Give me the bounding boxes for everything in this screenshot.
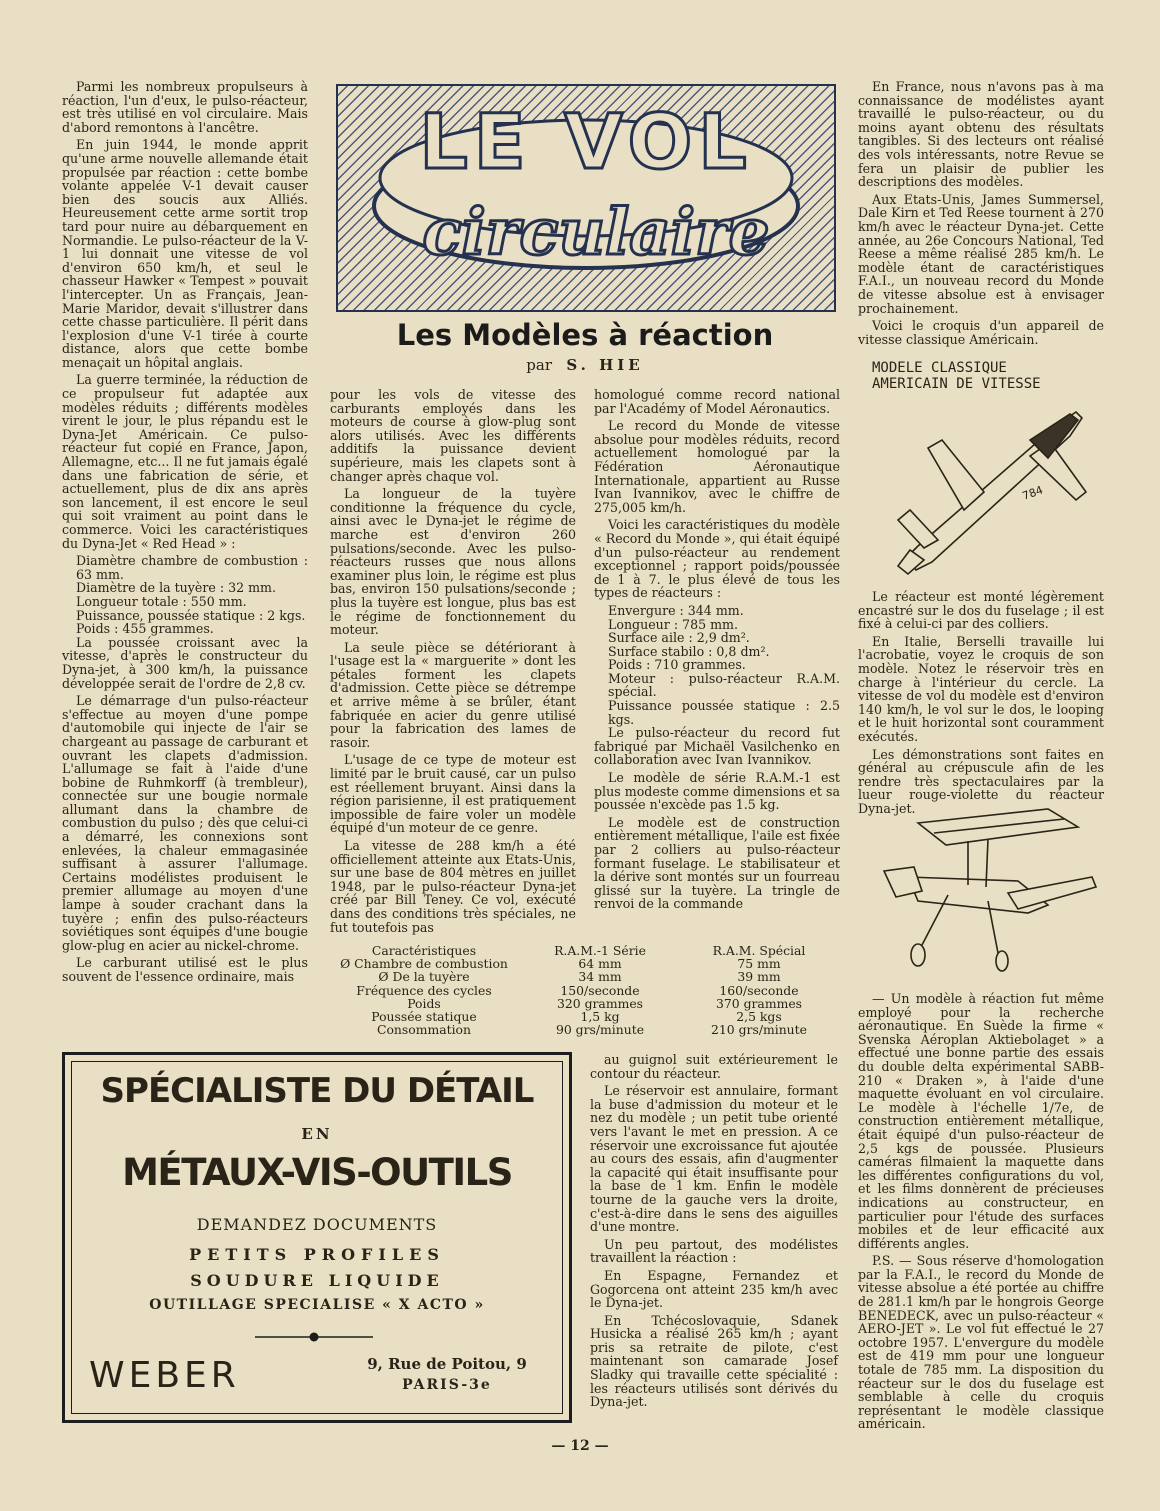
speed-model-plane-icon	[880, 400, 1100, 580]
table-cell: Poussée statique	[371, 1009, 477, 1025]
paragraph: Voici les caractéristiques du modèle « Record du Monde », qui était équipé d'un pulso-réacteur au rendement exceptionnel ; rapport poids/poussée de 1 à 7. le plus élevé de tous les types de réacteurs :	[594, 517, 840, 601]
table-cell: Consommation	[376, 1022, 471, 1038]
weber-advertisement	[62, 1052, 572, 1423]
table-cell: 75 mm	[737, 956, 781, 972]
paragraph: La poussée croissant avec la vitesse, d'après le constructeur du Dyna-jet, à 300 km/h, la puissance développée serait de l'ordre de 2,8 cv.	[62, 634, 308, 691]
spec-line: Puissance poussée statique : 2.5 kgs.	[608, 698, 840, 727]
ornament-divider-icon	[255, 1331, 373, 1343]
paragraph: Parmi les nombreux propulseurs à réaction, l'un d'eux, le pulso-réacteur, est très utilisé en vol circulaire. Mais d'abord remontons à l'ancêtre.	[62, 79, 308, 135]
table-row	[326, 1023, 840, 1036]
paragraph: Le démarrage d'un pulso-réacteur s'effectue au moyen d'une pompe d'automobile qui injecte de l'air se chargeant au passage de carburant et ouvrant les clapets d'admission. L'allumage se fait à l'aide d'une bobine de Ruhmkorff (à trembleur), connectée sur une bougie normale allumant dans la chambre de combustion du pulso ; dès que celui-ci a démarré, les connexions sont enlevées, la chaleur emmagasinée suffisant à assurer l'allumage. Certains modélistes produisent le premier allumage au moyen d'une lampe à souder crachant dans la tuyère ; enfin des pulso-réacteurs soviétiques sont équipés d'une bougie glow-plug en acier au nickel-chrome.	[62, 693, 308, 953]
ad-weber-logo: WEBER	[89, 1355, 240, 1396]
paragraph: La vitesse de 288 km/h a été officiellement atteinte aux Etats-Unis, sur une base de 804 mètres en juillet 1948, par le pulso-réacteur Dyna-jet créé par Bill Teney. Ce vol, exécuté dans des conditions très spéciales, ne fut toutefois pas	[330, 838, 576, 935]
paragraph: Un peu partout, des modélistes travaillent la réaction :	[590, 1236, 838, 1266]
table-header-cell: Caractéristiques	[371, 943, 477, 958]
table-cell: Ø Chambre de combustion	[340, 956, 508, 972]
record-specs	[594, 604, 840, 726]
byline-author: S. HIE	[566, 356, 644, 374]
paragraph: La seule pièce se détériorant à l'usage est la « marguerite » dont les pétales forment les clapets d'admission. Cette pièce se détrempe et arrive même à se brûler, étant fabriquée en acier du genre utilisé pour la fabrication des lames de rasoir.	[330, 639, 576, 750]
paragraph: Le modèle est de construction entièrement métallique, l'aile est fixée par 2 colliers au pulso-réacteur formant fuselage. Le stabilisateur et la dérive sont montés sur un fourreau glissé sur la tuyère. La tringle de renvoi de la commande	[594, 814, 840, 912]
paragraph: Voici le croquis d'un appareil de vitesse classique Américain.	[858, 318, 1104, 347]
paragraph: La longueur de la tuyère conditionne la fréquence du cycle, ainsi avec le Dyna-jet le régime de marche est d'environ 260 pulsations/seconde. Avec les pulso-réacteurs russes que nous allons examiner plus loin, le régime est plus bas, environ 150 pulsations/seconde ; plus la tuyère est longue, plus bas est le régime de fonctionnement du moteur.	[330, 486, 576, 638]
table-cell: 34 mm	[578, 969, 622, 985]
paragraph: — Un modèle à réaction fut même employé pour la recherche aéronautique. En Suède la firme « Svenska Aéroplan Aktiebolaget » a effectué une bonne partie des essais du double delta expérimental SABB-210 « Draken », à l'aide d'une maquette évoluant en vol circulaire. Le modèle à l'échelle 1/7e, de construction entièrement métallique, était équipé d'un pulso-réacteur de 2,5 kgs de poussée. Plusieurs caméras filmaient la maquette dans les différentes configurations du vol, et les films donnèrent de précieuses indications au constructeur, en particulier pour l'étude des surfaces mobiles et de leur efficacité aux différents angles.	[858, 991, 1104, 1251]
paragraph: pour les vols de vitesse des carburants employés dans les moteurs de course à glow-plug sont alors utilisés. Avec les différents additifs la puissance devient supérieure, mais les clapets sont à changer après chaque vol.	[330, 387, 576, 484]
paragraph: Le modèle de série R.A.M.-1 est plus modeste comme dimensions et sa poussée n'excède pas 1.5 kg.	[594, 770, 840, 813]
paragraph: En Espagne, Fernandez et Gogorcena ont atteint 235 km/h avec le Dyna-jet.	[590, 1267, 838, 1311]
paragraph: Les démonstrations sont faites en général au crépuscule afin de les rendre très spectaculaires par la lueur rouge-violette du réacteur Dyna-jet.	[858, 746, 1104, 816]
paragraph: En Italie, Berselli travaille lui l'acrobatie, voyez le croquis de son modèle. Notez le réservoir très en charge à l'intérieur du cercle. La vitesse de vol du modèle est d'environ 140 km/h, le vol sur le dos, le looping et le huit horizontal sont couramment exécutés.	[858, 633, 1104, 744]
table-cell: 2,5 kgs	[736, 1009, 782, 1025]
page-number: — 12 —	[551, 1438, 609, 1454]
figure-caption	[872, 360, 1102, 392]
spec-line: Diamètre chambre de combustion : 63 mm.	[76, 553, 308, 582]
column-3-continued	[590, 1053, 838, 1413]
spec-line: Longueur : 785 mm.	[608, 616, 738, 632]
table-cell: Poids	[407, 995, 441, 1011]
column-4	[858, 80, 1104, 350]
ad-city: PARIS-3e	[402, 1377, 492, 1393]
paragraph: P.S. — Sous réserve d'homologation par la F.A.I., le record du Monde de vitesse absolue a été portée au chiffre de 281.1 km/h par le hongrois George BENEDECK, avec un pulso-réacteur « AERO-JET ». Le vol fut effectué le 27 octobre 1957. L'envergure du modèle est de 419 mm pour une longueur totale de 785 mm. La disposition du réacteur sur le dos du fuselage est semblable à celle du croquis représentant le modèle classique américain.	[858, 1253, 1104, 1432]
spec-line: Envergure : 344 mm.	[608, 602, 744, 618]
banner-line2: circulaire	[422, 195, 770, 270]
ad-petits-profiles: PETITS PROFILES	[189, 1245, 445, 1264]
column-3	[594, 388, 840, 915]
table-cell: 210 grs/minute	[711, 1022, 807, 1038]
ad-en: EN	[301, 1125, 333, 1143]
comparison-table	[326, 944, 840, 1036]
ad-outillage: OUTILLAGE SPECIALISE « X ACTO »	[149, 1297, 485, 1313]
paragraph: Aux Etats-Unis, James Summersel, Dale Kirn et Ted Reese tournent à 270 km/h avec le réacteur Dyna-jet. Cette année, au 26e Concours National, Ted Reese a même réalisé 285 km/h. Le modèle étant de caractéristiques F.A.I., un nouveau record du Monde de vitesse absolue est à envisager prochainement.	[858, 191, 1104, 316]
column-4-bottom	[858, 992, 1104, 1435]
table-cell: Ø De la tuyère	[378, 969, 470, 985]
table-cell: 90 grs/minute	[555, 1022, 645, 1038]
table-cell: 39 mm	[737, 969, 781, 985]
title-banner	[336, 84, 836, 312]
table-cell: Fréquence des cycles	[356, 982, 492, 998]
byline-par: par	[526, 356, 553, 374]
table-cell: 370 grammes	[715, 995, 803, 1011]
ad-demandez: DEMANDEZ DOCUMENTS	[196, 1215, 438, 1234]
aerobatic-model-plane-icon	[878, 805, 1104, 980]
dynajet-specs	[62, 554, 308, 636]
paragraph: Le pulso-réacteur du record fut fabriqué par Michaël Vasilchenko en collaboration avec Ivan Ivannikov.	[594, 725, 840, 768]
ad-metaux: MÉTAUX-VIS-OUTILS	[122, 1151, 512, 1194]
spec-line: Puissance, poussée statique : 2 kgs.	[76, 607, 306, 623]
paragraph: Le réservoir est annulaire, formant la buse d'admission du moteur et le nez du modèle ; un petit tube orienté vers l'avant le met en pression. A ce réservoir une excroissance fut ajoutée au cours des essais, afin d'augmenter la capacité qui était insuffisante pour la base de 1 km. Enfin le modèle tourne de la gauche vers la droite, c'est-à-dire dans le sens des aiguilles d'une montre.	[590, 1083, 838, 1235]
ad-title: SPÉCIALISTE DU DÉTAIL	[100, 1071, 534, 1111]
caption-line: MODELE CLASSIQUE	[872, 360, 1007, 376]
byline	[330, 356, 840, 374]
paragraph: Le réacteur est monté légèrement encastré sur le dos du fuselage ; il est fixé à celui-ci par des colliers.	[858, 589, 1104, 632]
spec-line: Longueur totale : 550 mm.	[76, 593, 247, 609]
table-cell: 64 mm	[578, 956, 622, 972]
caption-line: AMERICAIN DE VITESSE	[872, 376, 1041, 392]
table-row	[326, 970, 840, 983]
plane-number: 784	[1020, 483, 1045, 503]
paragraph: En juin 1944, le monde apprit qu'une arme nouvelle allemande était propulsée par réaction : cette bombe volante appelée V-1 devait causer bien des soucis aux Alliés. Heureusement cette arme sortit trop tard pour nuire au débarquement en Normandie. Le pulso-réacteur de la V-1 lui donnait une vitesse de vol d'environ 650 km/h, et seul le chasseur Hawker « Tempest » pouvait l'intercepter. Un as Français, Jean-Marie Maridor, devait s'illustrer dans cette chasse particulière. Il périt dans l'explosion d'une V-1 tirée à courte distance, alors que cette bombe menaçait un hôpital anglais.	[62, 137, 308, 370]
table-header-cell: R.A.M.-1 Série	[554, 943, 646, 958]
column-4-middle	[858, 590, 1104, 820]
paragraph: La guerre terminée, la réduction de ce propulseur fut adaptée aux modèles réduits ; différents modèles virent le jour, le plus répandu est le Dyna-Jet Américain. Ce pulso-réacteur fut copié en France, Japon, Allemagne, etc... Il ne fut jamais égalé dans une fabrication de série, et actuellement, plus de dix ans après son lancement, il est encore le seul qui soit vraiment au point dans le commerce. Voici les caractéristiques du Dyna-Jet « Red Head » :	[62, 372, 308, 551]
paragraph: L'usage de ce type de moteur est limité par le bruit causé, car un pulso est réellement bruyant. Ainsi dans la région parisienne, il est pratiquement impossible de faire voler un modèle équipé d'un moteur de ce genre.	[330, 752, 576, 836]
paragraph: En Tchécoslovaquie, Sdanek Husicka a réalisé 265 km/h ; ayant pris sa retraite de pilote, c'est maintenant son camarade Josef Sladky qui travaille cette spécialité : les réacteurs utilisés sont dérivés du Dyna-jet.	[590, 1312, 838, 1410]
article-headline: Les Modèles à réaction	[396, 318, 774, 352]
spec-line: Surface aile : 2,9 dm².	[608, 630, 750, 646]
spec-line: Poids : 455 grammes.	[76, 621, 214, 637]
paragraph: Le record du Monde de vitesse absolue pour modèles réduits, record actuellement homologué par la Fédération Aéronautique Internationale, appartient au Russe Ivan Ivannikov, avec le chiffre de 275,005 km/h.	[594, 418, 840, 515]
table-cell: 1,5 kg	[580, 1009, 620, 1025]
spec-line: Poids : 710 grammes.	[608, 657, 746, 673]
ad-address: 9, Rue de Poitou, 9	[367, 1355, 527, 1373]
paragraph: Le carburant utilisé est le plus souvent de l'essence ordinaire, mais	[62, 955, 308, 984]
spec-line: Surface stabilo : 0,8 dm².	[608, 643, 770, 659]
paragraph: au guignol suit extérieurement le contour du réacteur.	[590, 1052, 838, 1081]
paragraph: En France, nous n'avons pas à ma connaissance de modélistes ayant travaillé le pulso-réacteur, ou du moins ayant obtenu des résultats tangibles. Si des lecteurs ont réalisé des vols intéressants, notre Revue se fera un plaisir de publier les descriptions des modèles.	[858, 79, 1104, 190]
column-2	[330, 388, 576, 938]
banner-art	[338, 86, 834, 310]
table-header-cell: R.A.M. Spécial	[712, 943, 806, 958]
table-cell: 150/seconde	[560, 982, 640, 998]
banner-line1: LE VOL	[419, 97, 753, 186]
table-cell: 320 grammes	[556, 995, 644, 1011]
table-row	[326, 984, 840, 997]
paragraph: homologué comme record national par l'Académy of Model Aéronautics.	[594, 387, 840, 416]
table-cell: 160/seconde	[719, 982, 799, 998]
spec-line: Diamètre de la tuyère : 32 mm.	[76, 580, 276, 596]
spec-line: Moteur : pulso-réacteur R.A.M. spécial.	[608, 670, 840, 700]
ad-soudure: SOUDURE LIQUIDE	[190, 1271, 444, 1290]
column-1	[62, 80, 308, 988]
